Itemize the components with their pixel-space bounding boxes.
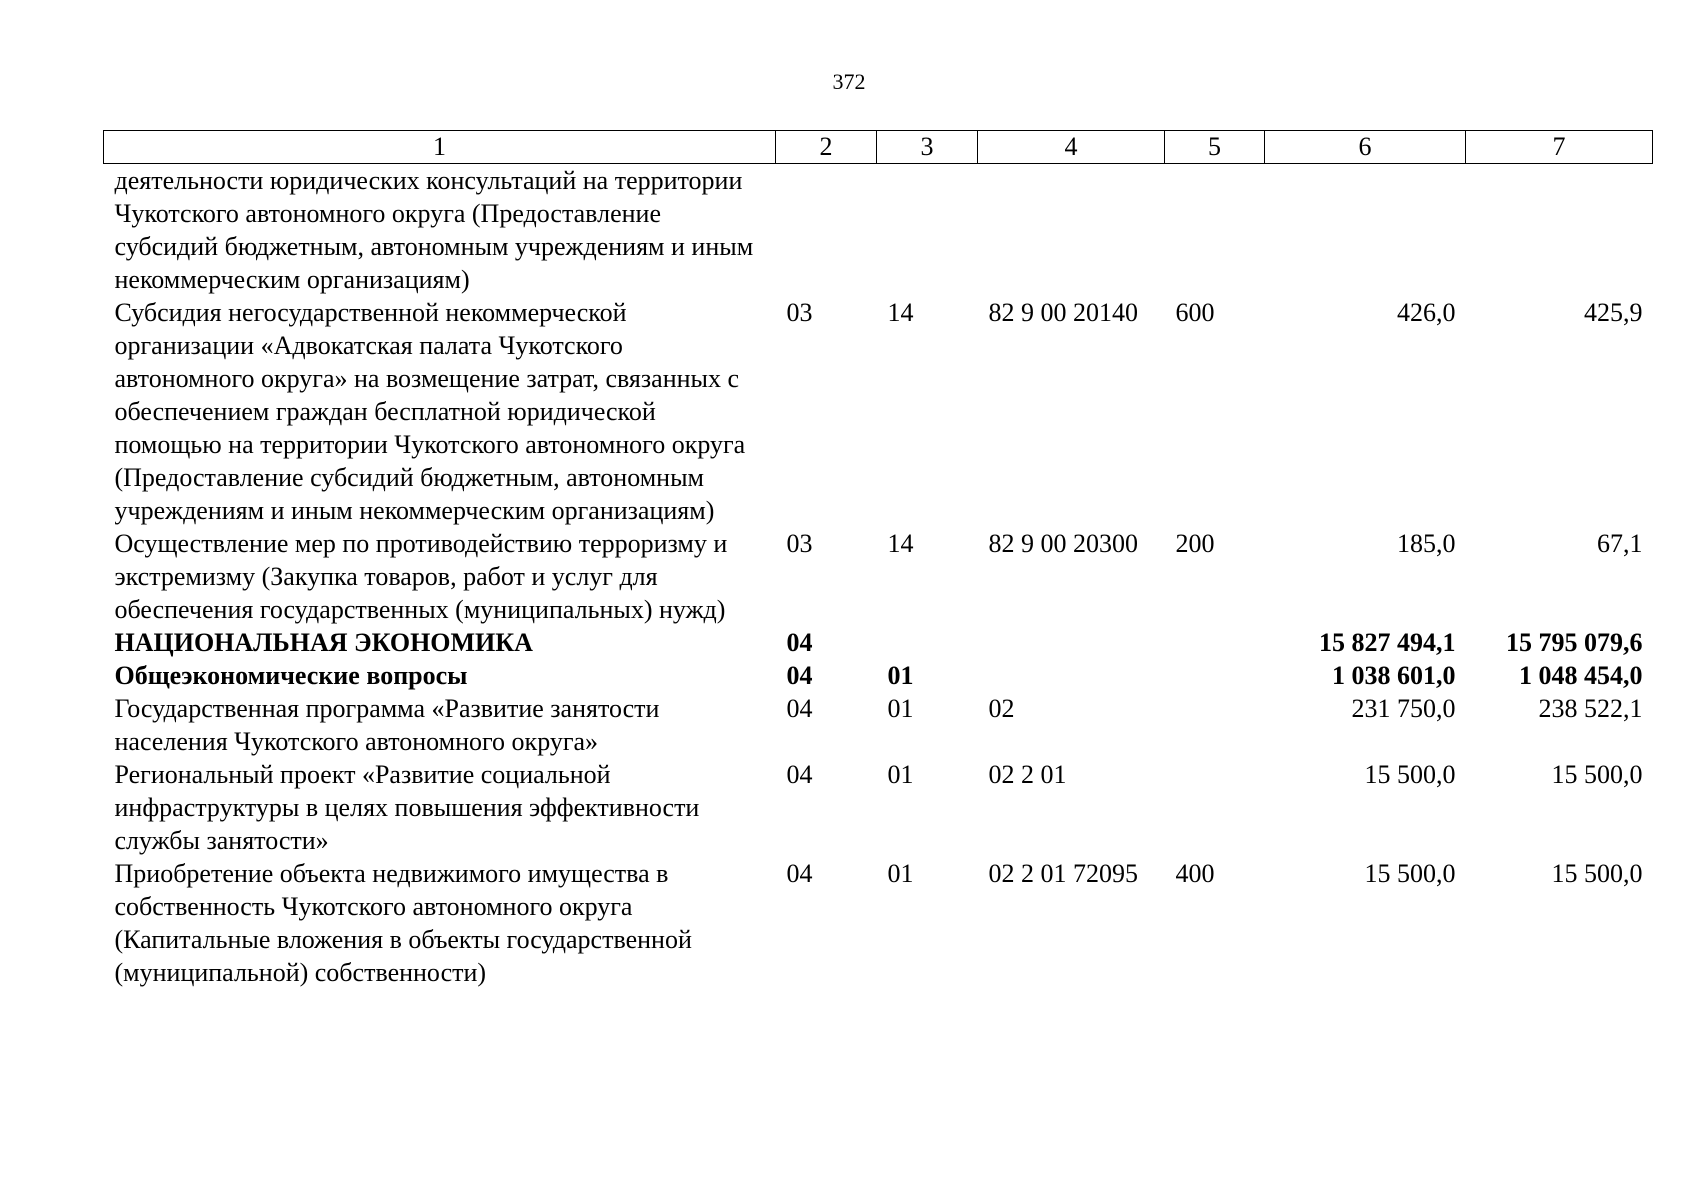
row-subsection: 01 [887, 859, 914, 888]
row-section [776, 164, 877, 297]
row-amount-1: 1 038 601,0 [1332, 661, 1456, 690]
table-row [104, 857, 1653, 989]
row-section: 03 [786, 298, 813, 327]
row-subsection: 14 [887, 298, 914, 327]
row-name: Осуществление мер по противодействию терроризму и экстремизму (Закупка товаров, работ и услуг для обеспечения государственных (муниципальных) нужд) [114, 529, 728, 624]
row-target-code [978, 626, 1165, 659]
row-subsection [877, 164, 978, 297]
page-number: 372 [832, 69, 866, 94]
row-expense-type [1165, 164, 1265, 297]
table-row [104, 692, 1653, 758]
row-amount-2: 67,1 [1597, 529, 1643, 558]
row-subsection: 01 [887, 760, 914, 789]
header-col-2: 2 [776, 131, 877, 164]
row-name: НАЦИОНАЛЬНАЯ ЭКОНОМИКА [114, 628, 533, 657]
table-header [104, 131, 1653, 164]
header-col-1: 1 [104, 131, 776, 164]
row-amount-2: 15 500,0 [1551, 760, 1643, 789]
row-amount-2: 15 795 079,6 [1506, 628, 1643, 657]
table-row [104, 527, 1653, 626]
row-name: Приобретение объекта недвижимого имущества в собственность Чукотского автономного округа (Капитальные вложения в объекты государственной (муниципальной) собственности) [114, 859, 692, 987]
row-target-code [978, 659, 1165, 692]
row-subsection: 01 [887, 694, 914, 723]
row-amount-1: 15 500,0 [1364, 859, 1456, 888]
row-expense-type [1165, 659, 1265, 692]
row-amount-2: 238 522,1 [1538, 694, 1643, 723]
row-section: 04 [786, 859, 813, 888]
row-target-code: 02 2 01 72095 [988, 859, 1138, 888]
row-amount-1: 185,0 [1397, 529, 1456, 558]
table-row-subsection-total [104, 659, 1653, 692]
row-name: Государственная программа «Развитие занятости населения Чукотского автономного округа» [114, 694, 660, 756]
row-name: Общеэкономические вопросы [114, 661, 468, 690]
row-amount-2: 1 048 454,0 [1519, 661, 1643, 690]
table-row [104, 758, 1653, 857]
row-section: 04 [786, 760, 813, 789]
row-amount-1: 231 750,0 [1351, 694, 1456, 723]
table-row [104, 296, 1653, 527]
row-expense-type: 200 [1175, 529, 1215, 558]
row-expense-type: 600 [1175, 298, 1215, 327]
row-target-code [978, 164, 1165, 297]
budget-table [103, 130, 1653, 989]
row-subsection: 14 [887, 529, 914, 558]
row-amount-2: 15 500,0 [1551, 859, 1643, 888]
row-target-code: 02 2 01 [988, 760, 1067, 789]
table-row [104, 164, 1653, 297]
row-section: 04 [786, 694, 813, 723]
row-subsection: 01 [887, 661, 914, 690]
row-amount-1: 15 827 494,1 [1319, 628, 1456, 657]
row-expense-type [1165, 692, 1265, 758]
row-subsection [877, 626, 978, 659]
row-section: 03 [786, 529, 813, 558]
row-target-code: 82 9 00 20300 [988, 529, 1138, 558]
table-row-section-total [104, 626, 1653, 659]
row-section: 04 [786, 661, 813, 690]
row-name: Субсидия негосударственной некоммерческой организации «Адвокатская палата Чукотского автономного округа» на возмещение затрат, связанных с обеспечением граждан бесплатной юридической помощью на территории Чукотского автономного округа (Предоставление субсидий бюджетным, автономным учреждениям и иным некоммерческим организациям) [114, 298, 746, 525]
row-name: Региональный проект «Развитие социальной инфраструктуры в целях повышения эффективности службы занятости» [114, 760, 700, 855]
row-amount-2: 425,9 [1584, 298, 1643, 327]
row-amount-1: 426,0 [1397, 298, 1456, 327]
row-expense-type: 400 [1175, 859, 1215, 888]
header-col-3: 3 [877, 131, 978, 164]
table-body [104, 164, 1653, 990]
row-target-code: 82 9 00 20140 [988, 298, 1138, 327]
row-name: деятельности юридических консультаций на территории Чукотского автономного округа (Предоставление субсидий бюджетным, автономным учреждениям и иным некоммерческим организациям) [114, 166, 754, 294]
row-expense-type [1165, 758, 1265, 857]
row-expense-type [1165, 626, 1265, 659]
header-col-5: 5 [1165, 131, 1265, 164]
row-amount-2 [1466, 164, 1653, 297]
row-target-code: 02 [988, 694, 1015, 723]
header-col-4: 4 [978, 131, 1165, 164]
header-col-7: 7 [1466, 131, 1653, 164]
row-amount-1 [1265, 164, 1466, 297]
row-amount-1: 15 500,0 [1364, 760, 1456, 789]
row-section: 04 [786, 628, 813, 657]
header-col-6: 6 [1265, 131, 1466, 164]
header-row [104, 131, 1653, 164]
